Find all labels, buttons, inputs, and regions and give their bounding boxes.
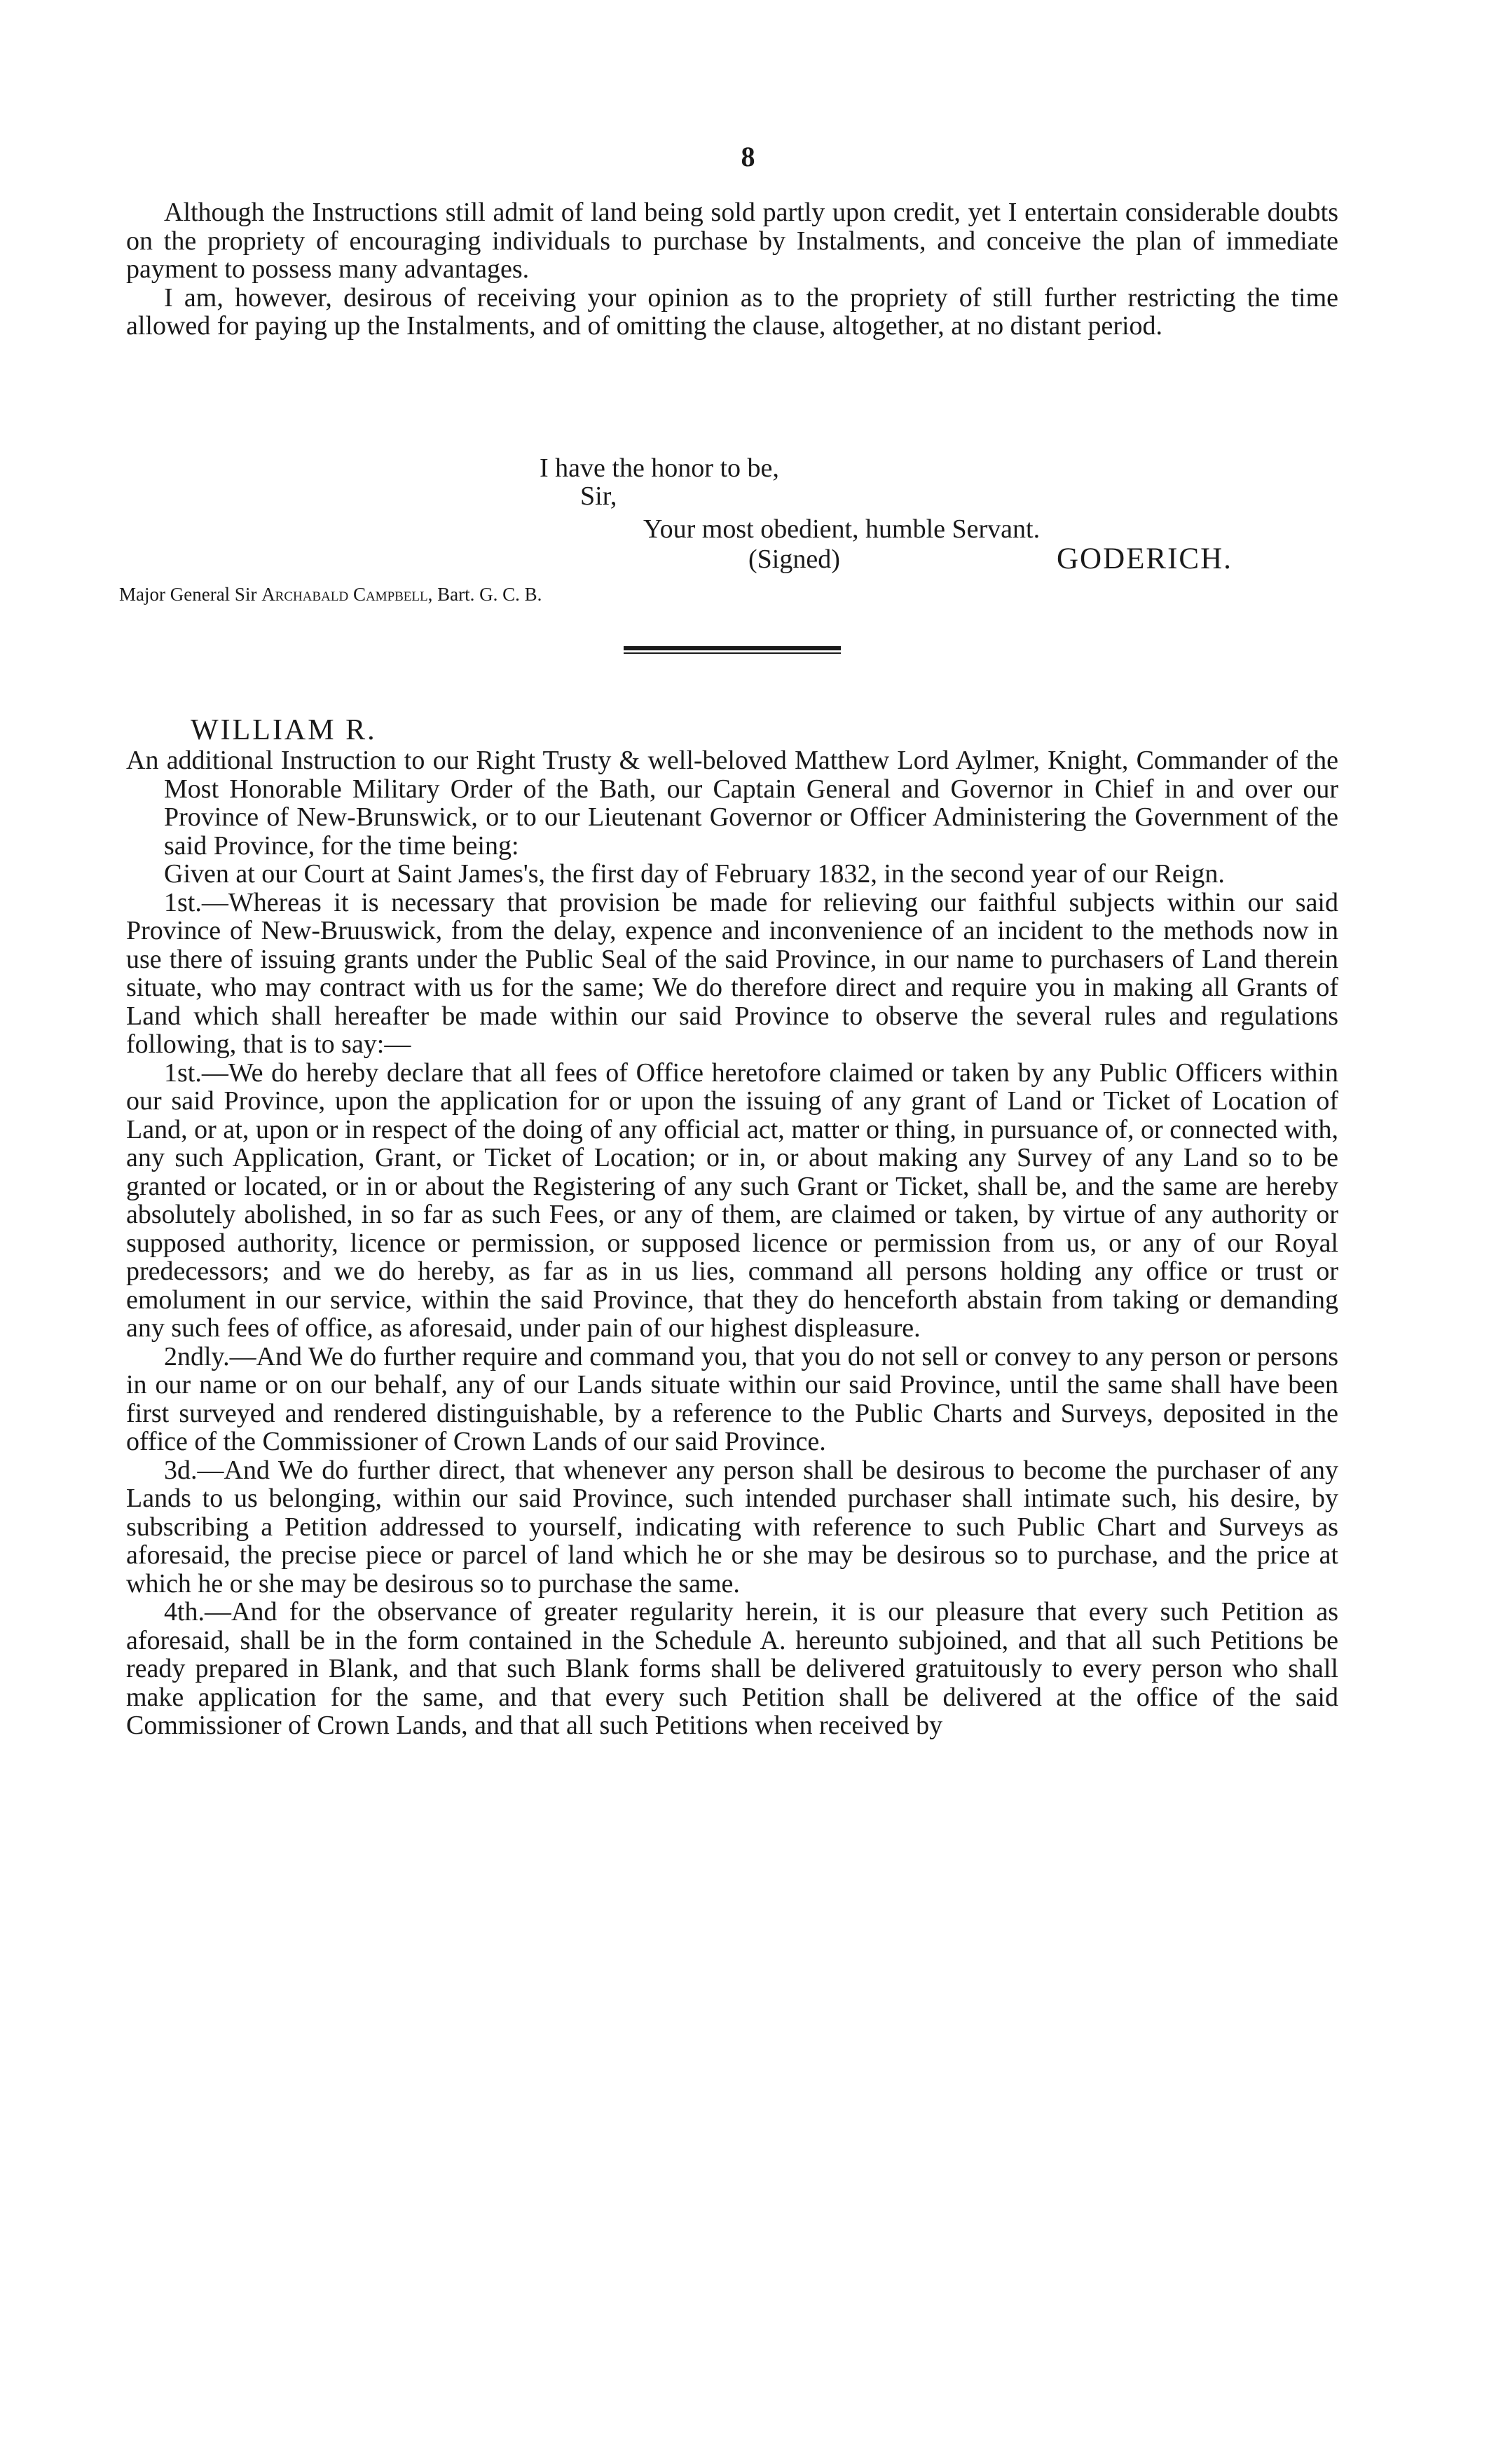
- second-clause: 2ndly.—And We do further require and command you, that you do not sell or convey to any person or persons in our name or on our behalf, any of our Lands situate within our said Province, until the same shall have been first surveyed and rendered distinguishable, by a reference to the Public Charts and Surveys, deposited in the office of the Commissioner of Crown Lands of our said Province.: [126, 1341, 1338, 1456]
- third-clause: 3d.—And We do further direct, that whenever any person shall be desirous to become the purchaser of any Lands to us belonging, within our said Province, such intended purchaser shall intimate such, his desire, by subscribing a Petition addressed to yourself, indicating with reference to such Public Chart and Surveys as aforesaid, the precise piece or parcel of land which he or she may be desirous so to purchase, and the price at which he or she may be desirous so to purchase the same.: [126, 1455, 1338, 1599]
- letter-paragraph-2: I am, however, desirous of receiving your opinion as to the propriety of still further restricting the time allowed for paying up the Instalments, and of omitting the clause, altogether, at no distant period.: [126, 282, 1338, 341]
- given-at-paragraph: Given at our Court at Saint James's, the first day of February 1832, in the second year of our Reign.: [164, 859, 1225, 889]
- page-number: 8: [741, 141, 755, 172]
- signature-name: GODERICH.: [1057, 542, 1233, 575]
- letter-paragraph-1: Although the Instructions still admit of land being sold partly upon credit, yet I entertain considerable doubts on the propriety of encouraging individuals to purchase by Instalments, and conceive the plan of immediate payment to possess many advantages.: [126, 198, 1338, 284]
- closing-servant-line: Your most obedient, humble Servant.: [643, 514, 1041, 544]
- addressee-line: [119, 583, 542, 605]
- fourth-clause: 4th.—And for the observance of greater regularity herein, it is our pleasure that every such Petition as aforesaid, shall be in the form contained in the Schedule A. hereunto subjoined, and that all such Petitions be ready prepared in Blank, and that such Blank forms shall be delivered gratuitously to every person who shall make application for the same, and that every such Petition shall be delivered at the office of the said Commissioner of Crown Lands, and that all such Petitions when received by: [126, 1597, 1338, 1740]
- section-divider: [624, 646, 841, 655]
- closing-honor-line: I have the honor to be,: [540, 453, 779, 483]
- letter-body: [126, 198, 1338, 341]
- divider-thin-line: [624, 652, 841, 654]
- whereas-paragraph: 1st.—Whereas it is necessary that provision be made for relieving our faithful subjects within our said Province of New-Bruuswick, from the delay, expence and inconvenience of an incident to the methods now in use there of issuing grants under the Public Seal of the said Province, in our name to purchasers of Land therein situate, who may contract with us for the same; We do therefore direct and require you in making all Grants of Land which shall hereafter be made within our said Province to observe the several rules and regulations following, that is to say:—: [126, 887, 1338, 1059]
- instruction-preamble: An additional Instruction to our Right Trusty & well-beloved Matthew Lord Aylmer, Knight, Commander of the Most Honorable Military Order of the Bath, our Captain General and Governor in Chief in and over our Province of New-Brunswick, or to our Lieutenant Governor or Officer Administering the Government of the said Province, for the time being:: [126, 746, 1338, 861]
- divider-thick-line: [624, 646, 841, 650]
- royal-heading: WILLIAM R.: [191, 714, 377, 746]
- first-clause: 1st.—We do hereby declare that all fees of Office heretofore claimed or taken by any Public Officers within our said Province, upon the application for or upon the issuing of any grant of Land or Ticket of Location of Land, or at, upon or in respect of the doing of any official act, matter or thing, in pursuance of, or connected with, any such Application, Grant, or Ticket of Location; or in, or about making any Survey of any Land so to be granted or located, or in or about the Registering of any such Grant or Ticket, shall be, and the same are hereby absolutely abolished, in so far as such Fees, or any of them, are claimed or taken, by virtue of any authority or supposed authority, licence or permission, or supposed licence or permission from us, or any of our Royal predecessors; and we do hereby, as far as in us lies, command all persons holding any office or trust or emolument in our service, within the said Province, that they do henceforth abstain from taking or demanding any such fees of office, as aforesaid, under pain of our highest displeasure.: [126, 1058, 1338, 1343]
- addressee-suffix: Bart. G. C. B.: [437, 584, 542, 605]
- closing-salutation: Sir,: [580, 481, 617, 511]
- addressee-prefix: Major General Sir: [119, 584, 257, 605]
- instruction-body: [126, 746, 1338, 1740]
- signed-marker: (Signed): [748, 545, 840, 574]
- addressee-name: Archabald Campbell,: [261, 584, 433, 605]
